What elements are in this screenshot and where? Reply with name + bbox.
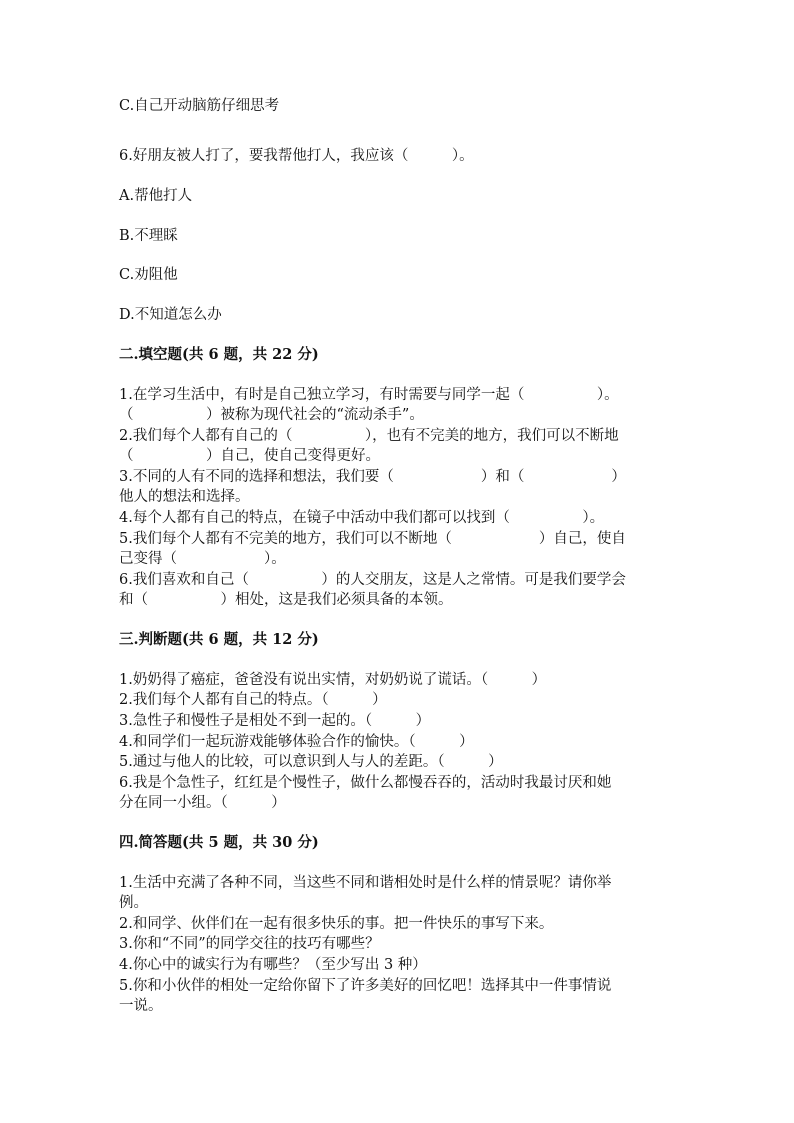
fill-blank-line: 己变得（ ）。 bbox=[119, 551, 286, 567]
fill-blank-line: 他人的想法和选择。 bbox=[119, 489, 250, 505]
question-6-option-a: A.帮他打人 bbox=[119, 188, 193, 204]
fill-blank-line: 和（ ）相处，这是我们必须具备的本领。 bbox=[119, 592, 453, 608]
fill-blank-line: （ ）自己，使自己变得更好。 bbox=[119, 448, 380, 464]
short-answer-line: 4.你心中的诚实行为有哪些？（至少写出 3 种） bbox=[119, 957, 427, 973]
fill-blank-line: 6.我们喜欢和自己（ ）的人交朋友，这是人之常情。可是我们要学会 bbox=[119, 572, 626, 588]
short-answer-line: 1.生活中充满了各种不同，当这些不同和谐相处时是什么样的情景呢？请你举 bbox=[119, 875, 612, 891]
short-answer-line: 2.和同学、伙伴们在一起有很多快乐的事。把一件快乐的事写下来。 bbox=[119, 916, 554, 932]
fill-blank-heading: 二.填空题(共 6 题，共 22 分) bbox=[119, 346, 319, 363]
true-false-line: 6.我是个急性子，红红是个慢性子，做什么都慢吞吞的，活动时我最讨厌和她 bbox=[119, 775, 612, 791]
question-6-option-c: C.劝阻他 bbox=[119, 267, 178, 283]
question-6-option-b: B.不理睬 bbox=[119, 228, 178, 244]
true-false-heading: 三.判断题(共 6 题，共 12 分) bbox=[119, 631, 319, 648]
question-6-option-d: D.不知道怎么办 bbox=[119, 307, 222, 323]
short-answer-line: 例。 bbox=[119, 895, 148, 911]
prev-question-option-c: C.自己开动脑筋仔细思考 bbox=[119, 98, 280, 114]
true-false-line: 1.奶奶得了癌症，爸爸没有说出实情，对奶奶说了谎话。（ ） bbox=[119, 672, 547, 688]
short-answer-heading: 四.简答题(共 5 题，共 30 分) bbox=[119, 834, 319, 851]
fill-blank-line: （ ）被称为现代社会的“流动杀手”。 bbox=[119, 407, 424, 423]
true-false-line: 分在同一小组。（ ） bbox=[119, 795, 286, 811]
fill-blank-line: 5.我们每个人都有不完美的地方，我们可以不断地（ ）自己，使自 bbox=[119, 531, 626, 547]
short-answer-line: 一说。 bbox=[119, 998, 163, 1014]
short-answer-line: 3.你和“不同”的同学交往的技巧有哪些？ bbox=[119, 936, 380, 952]
short-answer-line: 5.你和小伙伴的相处一定给你留下了许多美好的回忆吧！选择其中一件事情说 bbox=[119, 978, 612, 994]
fill-blank-line: 3.不同的人有不同的选择和想法，我们要（ ）和（ ） bbox=[119, 469, 626, 485]
true-false-line: 4.和同学们一起玩游戏能够体验合作的愉快。（ ） bbox=[119, 734, 474, 750]
true-false-line: 5.通过与他人的比较，可以意识到人与人的差距。（ ） bbox=[119, 754, 503, 770]
fill-blank-line: 1.在学习生活中，有时是自己独立学习，有时需要与同学一起（ ）。 bbox=[119, 387, 619, 403]
fill-blank-line: 2.我们每个人都有自己的（ ），也有不完美的地方，我们可以不断地 bbox=[119, 428, 619, 444]
fill-blank-line: 4.每个人都有自己的特点，在镜子中活动中我们都可以找到（ ）。 bbox=[119, 510, 605, 526]
true-false-line: 2.我们每个人都有自己的特点。（ ） bbox=[119, 692, 387, 708]
true-false-line: 3.急性子和慢性子是相处不到一起的。（ ） bbox=[119, 713, 431, 729]
question-6-stem: 6.好朋友被人打了，要我帮他打人，我应该（ ）。 bbox=[119, 148, 474, 164]
